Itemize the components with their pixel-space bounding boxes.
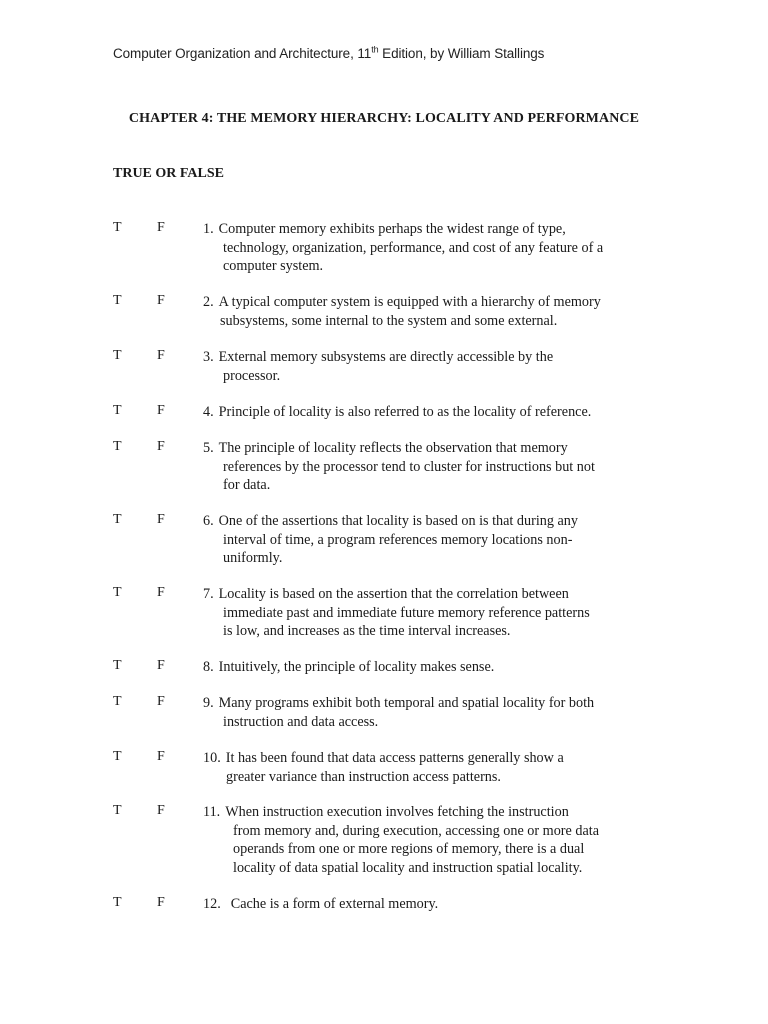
false-option: F [157, 512, 165, 527]
question-line [203, 439, 658, 458]
question-first-line: Locality is based on the assertion that the correlation between [218, 586, 569, 602]
header-prefix: Computer Organization and Architecture, 11 [113, 46, 372, 61]
header-suffix: Edition, by William Stallings [378, 46, 545, 61]
question-number: 7. [203, 586, 214, 602]
question-first-line: Intuitively, the principle of locality makes sense. [218, 659, 495, 675]
question-text [203, 348, 658, 385]
question-first-line: When instruction execution involves fetching the instruction [225, 804, 569, 820]
question-text [203, 293, 658, 330]
question-text [203, 895, 658, 914]
question-first-line: Many programs exhibit both temporal and spatial locality for both [218, 695, 595, 711]
question-text [203, 803, 658, 877]
question-line [203, 512, 658, 531]
question-number: 11. [203, 804, 221, 820]
question-text [203, 749, 658, 786]
question-first-line: One of the assertions that locality is based on is that during any [218, 513, 578, 529]
false-option: F [157, 749, 165, 764]
false-option: F [157, 293, 165, 308]
question-text [203, 512, 658, 568]
question-line: from memory and, during execution, accessing one or more data [233, 822, 599, 839]
question-line: immediate past and immediate future memory reference patterns [223, 604, 590, 621]
question-line: locality of data spatial locality and instruction spatial locality. [233, 859, 583, 876]
question-line [203, 220, 658, 239]
question-line: operands from one or more regions of memory, there is a dual [233, 841, 585, 858]
question-line [203, 694, 658, 713]
question-first-line: It has been found that data access patterns generally show a [225, 750, 564, 766]
question-number: 8. [203, 659, 214, 675]
question-line: references by the processor tend to cluster for instructions but not [223, 458, 595, 475]
question-text [203, 694, 658, 731]
question-line: interval of time, a program references memory locations non- [223, 531, 573, 548]
true-option: T [113, 694, 122, 709]
question-number: 10. [203, 750, 221, 766]
question-line: subsystems, some internal to the system and some external. [220, 312, 558, 329]
question-line [203, 749, 658, 768]
false-option: F [157, 220, 165, 235]
question-line [203, 658, 658, 677]
false-option: F [157, 439, 165, 454]
true-option: T [113, 803, 122, 818]
question-line: computer system. [223, 258, 324, 275]
question-number: 12. [203, 896, 221, 912]
true-option: T [113, 348, 122, 363]
false-option: F [157, 348, 165, 363]
false-option: F [157, 403, 165, 418]
question-number: 3. [203, 349, 214, 365]
true-option: T [113, 749, 122, 764]
false-option: F [157, 585, 165, 600]
false-option: F [157, 895, 165, 910]
question-line [203, 895, 658, 914]
question-number: 5. [203, 440, 214, 456]
question-first-line: External memory subsystems are directly accessible by the [218, 349, 554, 365]
question-first-line: A typical computer system is equipped with a hierarchy of memory [218, 294, 601, 310]
false-option: F [157, 803, 165, 818]
true-option: T [113, 293, 122, 308]
question-line: processor. [223, 367, 281, 384]
false-option: F [157, 694, 165, 709]
question-line: is low, and increases as the time interval increases. [223, 623, 511, 640]
true-option: T [113, 658, 122, 673]
header-superscript: th [371, 44, 379, 55]
question-first-line: Cache is a form of external memory. [230, 896, 439, 912]
question-number: 4. [203, 404, 214, 420]
question-number: 9. [203, 695, 214, 711]
chapter-title: CHAPTER 4: THE MEMORY HIERARCHY: LOCALITY AND PERFORMANCE [128, 111, 640, 126]
true-option: T [113, 403, 122, 418]
question-first-line: The principle of locality reflects the observation that memory [218, 440, 568, 456]
question-line: uniformly. [223, 550, 283, 567]
question-text [203, 585, 658, 641]
document-header [113, 46, 544, 61]
true-option: T [113, 220, 122, 235]
question-number: 6. [203, 513, 214, 529]
true-option: T [113, 512, 122, 527]
question-text [203, 658, 658, 677]
question-text [203, 403, 658, 422]
question-line [203, 585, 658, 604]
question-text [203, 439, 658, 495]
question-line: for data. [223, 477, 271, 494]
true-option: T [113, 439, 122, 454]
question-line [203, 403, 658, 422]
question-line: instruction and data access. [223, 713, 379, 730]
question-first-line: Computer memory exhibits perhaps the widest range of type, [218, 221, 566, 237]
question-number: 1. [203, 221, 214, 237]
question-line [203, 348, 658, 367]
question-line [203, 293, 658, 312]
question-number: 2. [203, 294, 214, 310]
false-option: F [157, 658, 165, 673]
true-option: T [113, 585, 122, 600]
question-first-line: Principle of locality is also referred to as the locality of reference. [218, 404, 592, 420]
section-title: TRUE OR FALSE [113, 166, 224, 181]
question-text [203, 220, 658, 276]
question-line: greater variance than instruction access patterns. [226, 768, 501, 785]
question-line: technology, organization, performance, and cost of any feature of a [223, 239, 604, 256]
true-option: T [113, 895, 122, 910]
question-line [203, 803, 658, 822]
